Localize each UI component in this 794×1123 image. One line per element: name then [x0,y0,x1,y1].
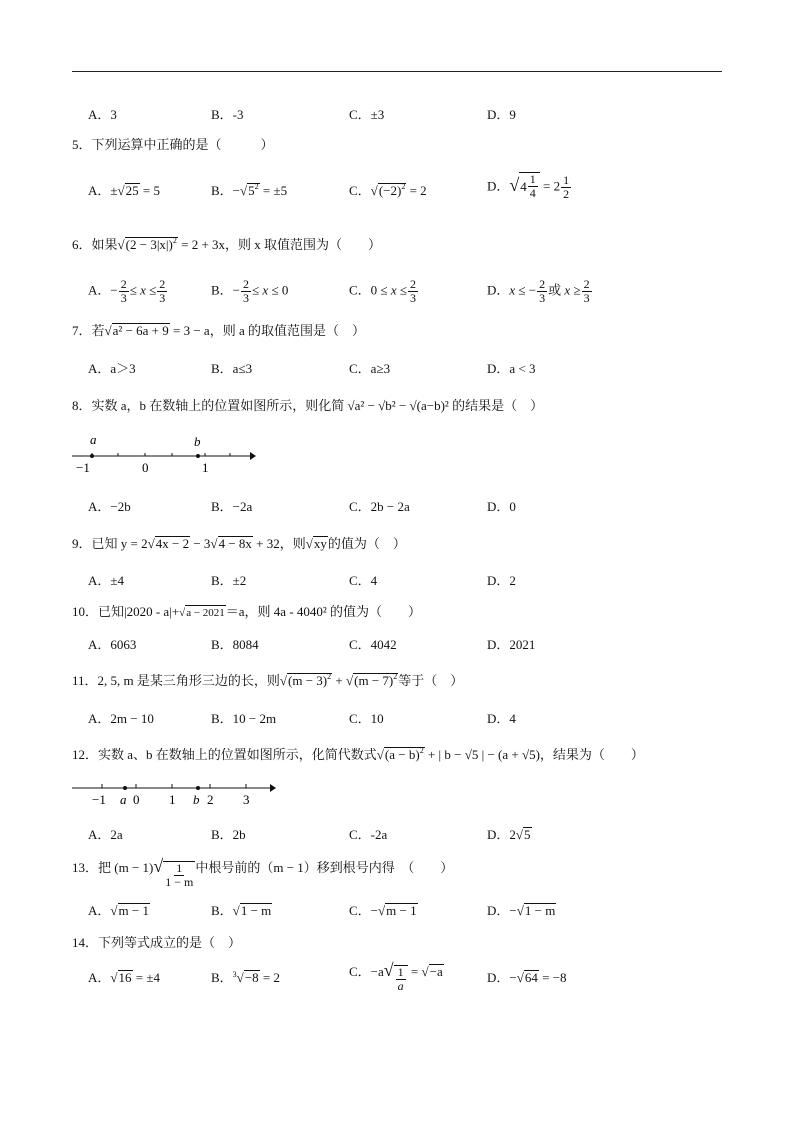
q12-point-a [123,786,127,790]
q11-option-a: A．2m − 10 [88,711,154,726]
q11-option-b: B．10 − 2m [211,711,277,726]
q6-option-a: A．− $\frac{2}{3}$ ≤ x ≤ $\frac{2}{3}$ [88,277,166,305]
q10-option-d: D．2021 [487,637,536,652]
q5-option-d: D．√ 4 $\frac{1}{4}$ = 2 $\frac{1}{2}$ [487,172,570,202]
q10-option-a: A．6063 [88,637,137,652]
q7-option-b: B．a≤3 [211,361,253,376]
q14-stem: 14．下列等式成立的是（ ） [72,935,242,950]
q5-option-c: C．$√(-2)^2 = 2$ [349,182,427,198]
q10-stem: 10．已知|2020 ‑ a|+√a − 2021＝a，则 4a ‑ 4040² 的值为（ ） [72,604,422,619]
q6-option-c: C．0 ≤ x ≤ $\frac{2}{3}$ [349,277,416,305]
q4-option-b: B．-3 [211,107,244,122]
q13-option-a: A．√m − 1 [88,903,149,918]
q6-stem: 6．如果$√(2 - 3|x|)^2 = 2 + 3x$，则 x 取值范围为（ ） [72,236,382,252]
q13-option-b: B．√1 − m [211,903,272,918]
q6-option-d: D．x ≤ − $\frac{2}{3}$ 或 x ≥ $\frac{2}{3}$ [487,277,590,305]
q12-tick-2: 2 [207,792,214,807]
q9-option-d: D．2 [487,573,516,588]
q7-option-d: D．a < 3 [487,361,536,376]
q12-tick-3: 3 [243,792,250,807]
q8-option-b: B．−2a [211,499,253,514]
q4-option-d: D．9 [487,107,516,122]
q11-option-c: C．10 [349,711,384,726]
q13-option-c: C．−√m − 1 [349,903,417,918]
q7-option-a: A．a＞3 [88,361,136,376]
q8-tick-1: 1 [202,460,209,475]
q12-option-a: A．2a [88,827,123,842]
q12-number-line [70,776,285,808]
q11-option-d: D．4 [487,711,516,726]
q4-option-a: A．3 [88,107,117,122]
q8-point-b [196,454,200,458]
q12-label-b: b [193,792,200,807]
q4-option-c: C．±3 [349,107,385,122]
q8-tick-0: 0 [142,460,149,475]
q14-option-a: A．√16 = ±4 [88,970,160,985]
q8-point-a [90,454,94,458]
q9-stem: 9．已知 y = 2√4x − 2 − 3√4 − 8x + 32，则√xy的值为（ ） [72,536,406,551]
q8-option-d: D．0 [487,499,516,514]
q12-option-b: B．2b [211,827,246,842]
q11-stem: 11．2, 5, m 是某三角形三边的长，则$√(m - 3)^2 + √(m - 7)^2$等于（ ） [72,672,464,688]
q9-option-b: B．±2 [211,573,247,588]
q8-label-b: b [194,434,201,449]
q14-option-d: D．−√64 = −8 [487,970,567,985]
q14-option-c: C．−a√ $\frac{1}{a}$ = √−a [349,960,443,993]
q8-stem: 8．实数 a，b 在数轴上的位置如图所示，则化简 √a² − √b² − √(a−b)² 的结果是（ ） [72,398,544,413]
q12-tick-0: 0 [133,792,140,807]
q9-option-c: C．4 [349,573,378,588]
q12-stem: 12．实数 a、b 在数轴上的位置如图所示，化简代数式$√(a - b)^2$ + | b − √5 | − (a + √5)，结果为（ ） [72,746,644,762]
q12-option-c: C．‑2a [349,827,388,842]
q8-number-line [70,430,270,480]
header-rule [72,71,722,72]
q5-stem: 5．下列运算中正确的是（ ） [72,137,274,152]
q12-point-b [196,786,200,790]
q8-label-a: a [90,432,97,447]
q6-option-b: B．− $\frac{2}{3}$ ≤ x ≤ 0 [211,277,289,305]
q7-stem: 7．若√a² − 6a + 9 = 3 − a，则 a 的取值范围是（ ） [72,323,365,338]
q9-option-a: A．±4 [88,573,125,588]
q8-option-c: C．2b − 2a [349,499,410,514]
q13-stem: 13．把 (m − 1)√ $\frac{1}{1 - m}$ 中根号前的（m − 1）移到根号内得 （ ） [72,856,454,889]
q12-option-d: D．2√5 [487,827,531,842]
q5-option-a: A．±√25 = 5 [88,183,161,198]
q13-option-d: D．−√1 − m [487,903,556,918]
q14-option-b: B．$^3$√−8 = 2 [211,970,280,985]
q7-option-c: C．a≥3 [349,361,391,376]
q12-label-a: a [120,792,127,807]
q10-option-b: B．8084 [211,637,259,652]
q8-option-a: A．−2b [88,499,131,514]
q12-tick-m1: −1 [92,792,106,807]
q8-tick-m1: −1 [76,460,90,475]
q5-option-b: B．$-√5^2 = \pm 5$ [211,182,288,198]
q12-tick-1: 1 [169,792,176,807]
q10-option-c: C．4042 [349,637,397,652]
